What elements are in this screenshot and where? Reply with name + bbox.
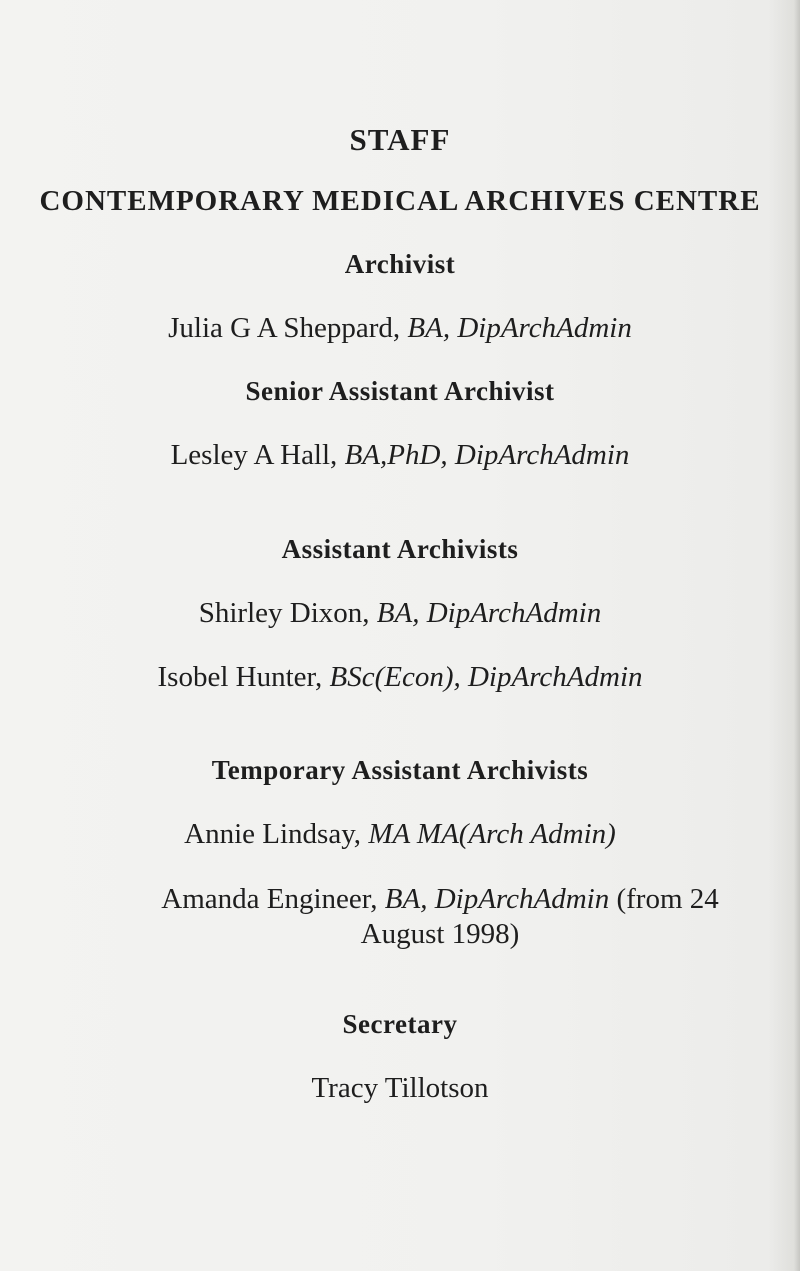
department-heading: CONTEMPORARY MEDICAL ARCHIVES CENTRE — [39, 185, 761, 217]
staff-note: (from 24 August 1998) — [360, 883, 719, 950]
staff-name: Lesley A Hall, — [170, 439, 345, 471]
staff-qualifications: BSc(Econ), DipArchAdmin — [329, 661, 643, 693]
staff-name: Julia G A Sheppard, — [168, 312, 408, 344]
staff-entry — [0, 439, 800, 472]
staff-name: Annie Lindsay, — [184, 818, 369, 850]
section-heading-assistant-archivists: Assistant Archivists — [281, 534, 519, 564]
staff-qualifications: BA,PhD, DipArchAdmin — [344, 439, 630, 471]
staff-name: Tracy Tillotson — [311, 1072, 489, 1104]
section-heading-senior-assistant-archivist: Senior Assistant Archivist — [245, 376, 555, 406]
staff-entry — [0, 597, 800, 630]
page-title: STAFF — [349, 122, 451, 157]
staff-entry — [0, 1072, 800, 1105]
staff-name: Isobel Hunter, — [157, 661, 330, 693]
staff-qualifications: BA, DipArchAdmin — [407, 312, 632, 344]
staff-qualifications: BA, DipArchAdmin — [384, 883, 610, 915]
staff-entry — [0, 818, 800, 851]
staff-name: Shirley Dixon, — [198, 597, 377, 629]
staff-entry — [0, 312, 800, 345]
section-heading-archivist: Archivist — [344, 249, 456, 279]
staff-entry — [140, 882, 740, 952]
staff-name: Amanda Engineer, — [161, 883, 385, 915]
section-heading-secretary: Secretary — [342, 1009, 458, 1039]
staff-entry — [0, 661, 800, 694]
staff-qualifications: BA, DipArchAdmin — [376, 597, 602, 629]
section-heading-temporary-assistant-archivists: Temporary Assistant Archivists — [211, 755, 589, 785]
staff-qualifications: MA MA(Arch Admin) — [368, 818, 616, 850]
